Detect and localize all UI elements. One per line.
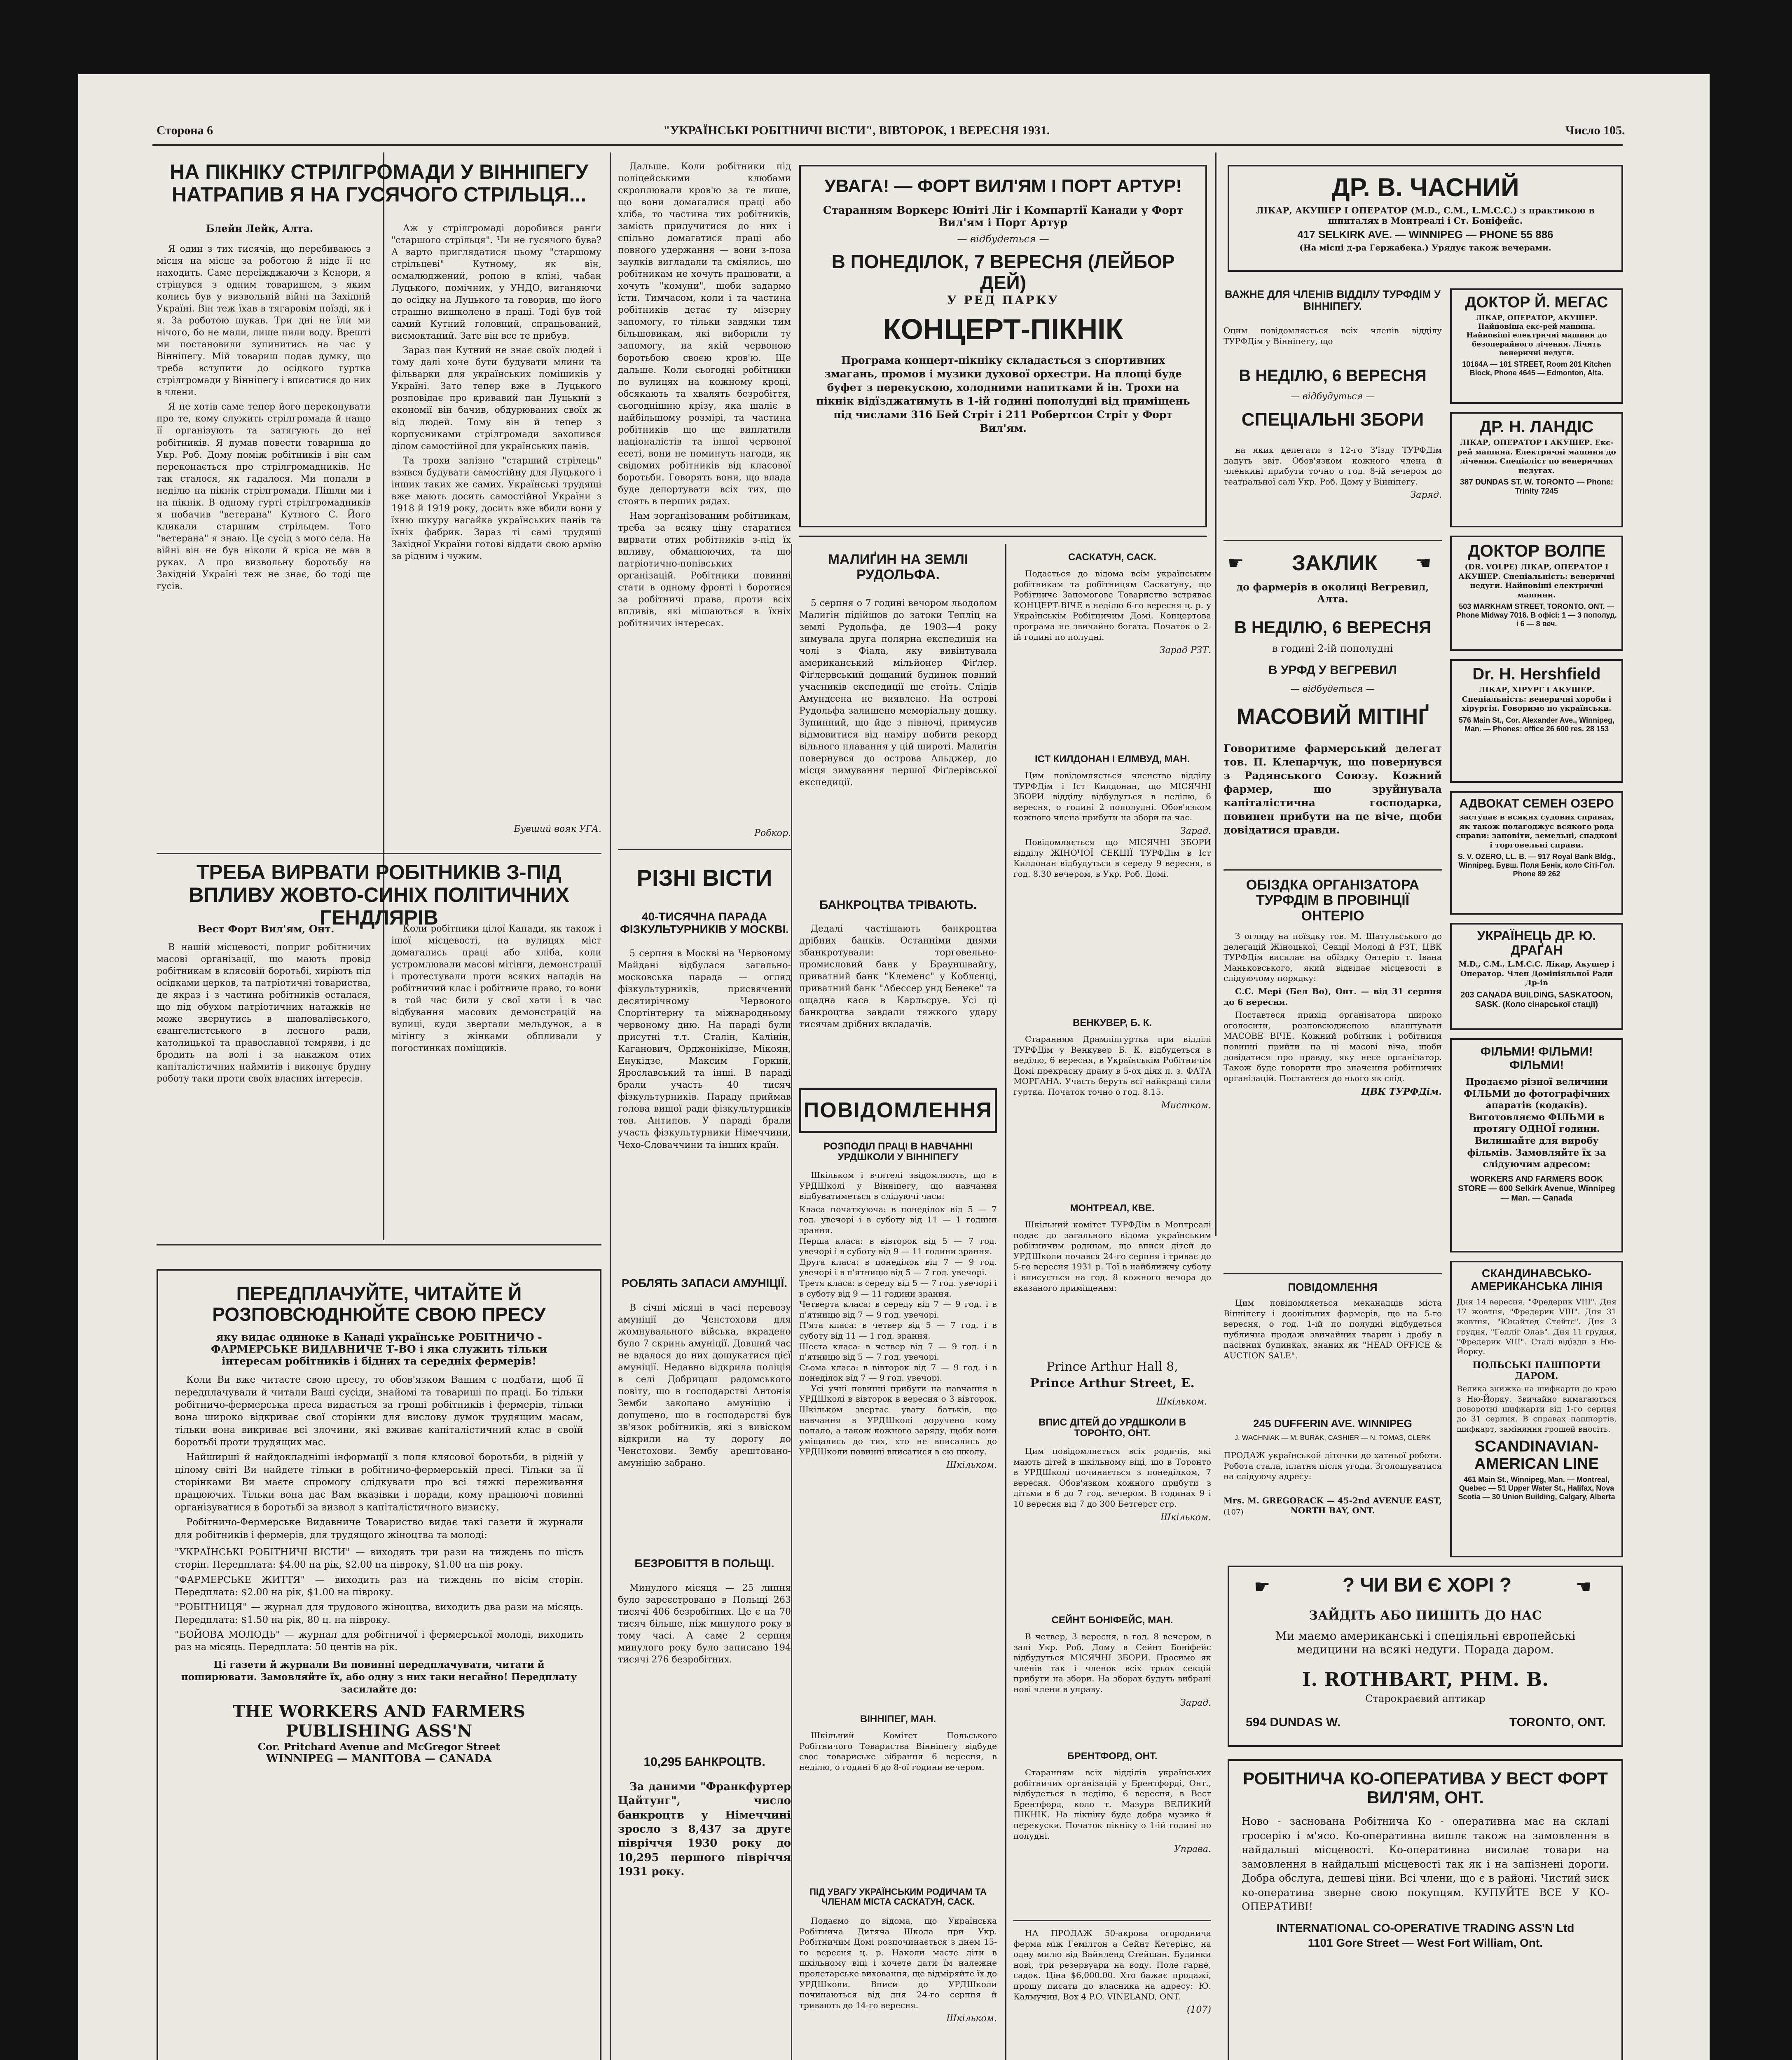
ad-name: ДОКТОР ВОЛПЕ: [1467, 541, 1606, 560]
signature: Заряд.: [1410, 490, 1442, 501]
notice-title: ВІННІПЕГ, МАН.: [860, 1714, 936, 1725]
ad-address: 461 Main St., Winnipeg, Man. — Montreal, Quebec — 51 Upper Water St., Halifax, Nova Scotia — 30 Union Building, Calgary, Alberta: [1458, 1475, 1615, 1501]
paragraph: Старанням Драмліпгуртка при відділі ТУРФДім у Венкувер Б. К. відбудеться в неділю, 6 вересня, в Українськім Робітничім Домі прекрасну драму в 5-ох діях п. з. ФАТА МОРГАНА. Участь беруть всі найкращі сили гуртка. Початок точно о год. 8.15.: [1013, 1034, 1211, 1097]
paragraph: Найширші й найдоклaдніші інформації з поля кляcової боротьби, в рідній у цілому світі Ви найдете тільки в робітничо-фермерській пресі. Тільки за її сторінками Ви маєте спромогу слідкувати про всі тяжкі переживання працюючих. Тільки вона дає Вам вказівки і поради, кому працюючі повинні організуватися в боротьбі за визвол з капіталістичного визиску.: [175, 1452, 583, 1513]
pointing-hand-icon: ☛: [1254, 1576, 1270, 1597]
news-body: [799, 923, 997, 1079]
names-line: J. WACHNIAK — M. BURAK, CASHIER — N. TOMAS, CLERK: [1234, 1434, 1431, 1442]
ad-address: 387 DUNDAS ST. W. TORONTO — Phone: Trinity 7245: [1460, 478, 1613, 496]
ad-address: S. V. OZERO, LL. B. — 917 Royal Bank Bldg., Winnipeg. Бувш. Поля Бенік, коло Сіті-Гол. Phone 89 262: [1457, 852, 1616, 878]
appeal-date: В НЕДІЛЮ, 6 ВЕРЕСНЯ: [1234, 618, 1432, 637]
film-ad: [1450, 1038, 1623, 1252]
shipping-line-ad: [1450, 1261, 1623, 1557]
list-item: Шеста класа: в четвер від 7 — 9 год. і в п'ятницю від 5 — 7 год. увечорі.: [799, 1341, 997, 1362]
lawyer-ad-ozero: [1450, 791, 1623, 915]
appeal-body: Говоритиме фармерський делегат тов. П. Клепарчук, що повернувся з Радянського Союзу. Кожний фармер, що зруйнувала капіталістична господарка, повинен прибути на це віче, щоби довідатися правди.: [1224, 742, 1442, 836]
signature: Шкільком.: [1160, 1512, 1211, 1523]
paragraph: Цим повідомляється членство відділу ТУРФДім і Іст Килдонан, що МІСЯЧНІ ЗБОРИ відділу відбудуться в неділю, 6 вересня, о годині 2 пополудні. Обов'язком кожного члена прибути на збори на час.: [1013, 770, 1211, 823]
appeal-subtitle: до фармерів в околиці Вегревил, Алта.: [1236, 581, 1429, 605]
paragraph: Я не хотів саме тепер його переконувати про те, кому служить стрілгромада й нащо її організують та затягують до неї робітників. Я думав повести товариша до Укр. Роб. Дому поміж робітників і він сам переконається про стрілгромадників. Не так сталося, як гадалося. Ми попали в неділю на пікнік стрілгромади. Пішли ми і на пікнік. В одному гурті стрілгромадників я побачив "ветерана" Кутного С. Його кликали старшим стрільцем. Того "ветерана" я знаю. Це сусід з мого села. На війні він не був ніколи й кріса не мав в руках. А про визвольну боротьбу на Західній Україні теж не знає, бо тоді ще гусів.: [157, 402, 371, 592]
section-rule: [1224, 1273, 1442, 1274]
signature: Бувший вояк УГА.: [514, 824, 601, 834]
notice-title: СЕЙНТ БОНІФЕЙС, МАН.: [1051, 1615, 1173, 1626]
section-title: РІЗНІ ВІСТИ: [636, 865, 772, 891]
list-item: Четверта класа: в середу від 7 — 9 год. і в п'ятницю від 7 — 9 год. увечорі.: [799, 1299, 997, 1320]
pointing-hand-icon: ☚: [1415, 552, 1432, 574]
paragraph: Повідомляється що МІСЯЧНІ ЗБОРИ відділу ЖІНОЧОЇ СЕКЦІЇ ТУРФДім в Іст Килдонан відбудуться в середу 9 вересня, в год. 8.30 вечером, в Укр. Роб. Домі.: [1013, 837, 1211, 879]
doctor-ad-dragan: [1450, 923, 1623, 1030]
ad-address: PUBLISHING ASS'N: [285, 1721, 473, 1741]
list-item: "УКРАЇНСЬКІ РОБІТНИЧІ ВІСТИ" — виходять три рази на тиждень по шість сторін. Передплата: $4.00 на рік, $2.00 на півроку, $1.00 на пів року.: [175, 1547, 583, 1571]
article-title: ТРЕБА ВИРВАТИ РОБІТНИКІВ З-ПІД ВПЛИВУ ЖОВТО-СИНІХ ПОЛІТИЧНИХ ГЕНДЛЯРІВ: [189, 861, 569, 929]
ad-subtitle: яку видає одиноке в Канаді українське РОБІТНИЧО - ФАРМЕРСЬКЕ ВИДАВНИЧЕ Т-ВО і яка служить тільки інтересам робітників і бідних та середніх фермерів!: [211, 1331, 547, 1367]
notice-body: [799, 1916, 997, 2060]
list-item: "ФАРМЕРСЬКЕ ЖИТТЯ" — виходить раз на тиждень по вісім сторін. Передплата: $2.00 на рік, $1.00 на півроку.: [175, 1574, 583, 1598]
ad-text: Ново - заснована Робітнича Ко - оперативна має на складі гросерію і м'ясо. Ко-оперативна вишлє також на замовлення в найдальші місцевості. Ко-оперативна висилає товари на замовлення в найдальші місцевості так як і на запізнені дороги. Добра обслуга, дешеві ціни. Всі члени, що є в районі. Чистий зиск ко-оператива зверне свою покупцям. КУПУЙТЕ ВСЕ У КО-ОПЕРАТИВІ!: [1242, 1815, 1609, 1913]
notice-body: [1013, 1632, 1211, 1747]
ad-body: Ці газети й журнали Ви повинні передплачувати, читати й поширювати. Замовляйте їх, або одну з них таки негайно! Передплату засилайте до:: [181, 1659, 577, 1695]
ad-note: Старокраєвий аптикар: [1365, 1693, 1486, 1704]
picnic-announcement: [799, 165, 1207, 527]
ad-title: ФІЛЬМИ! ФІЛЬМИ! ФІЛЬМИ!: [1480, 1045, 1593, 1072]
paragraph: Шкільний Комітет Польського Робітничого Товариства Вінніпегу відбуде своє товариське зібрання 6 вересня, в неділю, о годині 6 до 8-ої години вечером.: [799, 1730, 997, 1772]
paragraph: С.С. Мері (Бел Во), Онт. — від 31 серпня до 6 вересня.: [1224, 986, 1442, 1007]
list-item: Перша класа: в вівторок від 5 — 7 год. увечорі і в суботу від 9 — 11 години зрання.: [799, 1236, 997, 1257]
paragraph: Минулого місяця — 25 липня було зареєстровано в Польщі 263 тисячі 406 безробітних. Це є на 70 тисяч більше, ніж минулого року в тому часі. А саме 2 серпня минулого року було записано 194 тисячі 276 безробітних.: [618, 1583, 791, 1665]
doctor-ad-hershfield: [1450, 659, 1623, 783]
paragraph: Дедалі частішають банкроцтва дрібних банків. Останніми днями збанкротували: торговельно-промисловий банк у Брауншвайгу, приватний банк "Клеменс" у Коблєнці, приватний банк "Абессер унд Бенеке" та ощадна каса в Карльсруе. Усі ці банкроцтва завдали тяжкого удару тисячам дрібних вкладачів.: [799, 924, 997, 1030]
ad-text: Ми маємо американські і спеціяльні європейські медицини на всякі недуги. Порада даром.: [1275, 1629, 1576, 1656]
list-item: Друга класа: в понеділок від 7 — 9 год. увечорі і в п'ятницю від 5 — 7 год. увечорі.: [799, 1257, 997, 1278]
masthead: "УКРАЇНСЬКІ РОБІТНИЧІ ВІСТИ", ВІВТОРОК, 1 ВЕРЕСНЯ 1931.: [663, 124, 1050, 137]
paragraph: Подаємо до відома, що Українська Робітнича Дитяча Школа при Укр. Робітничим Домі розпочинається з днем 15-го вересня ц. р. Наколи маєте діти в шкільному віці і хочете дати їм належне пролетарське виховання, ще відміряйте їх до УРДШколи. Вписи до УРДШколи починаються від дня 24-го серпня й тривають до 14-го вересня.: [799, 1916, 997, 2010]
notice-body: [1224, 445, 1442, 531]
pharmacy-ad: [1228, 1566, 1623, 1747]
paragraph: 5 серпня о 7 годині вечором льодолом Малигін підійшов до затоки Тепліц на землі Рудольфа, де 1903—4 року зимувала друга полярна експедиція на чолі з Фіала, яку вивінтувала американський мільйонер Фіґлер. Фіґлервський дощаний будинок повний учасників експедиції ще стоїть. Слідів Амундсена не виявлено. На острові Рудольфа залишено меморіальну дошку. Зупинний, що йде з півночі, примусив відмовитися від наміру побити рекорд вільного плавання у цій широті. Малигін повернувся до острова Альджер, до місця зимування першої Фіґлерівської експедиції.: [799, 598, 997, 788]
paragraph: Шкільком і вчителі звідомляють, що в УРДШколі у Вінніпегу, що навчання відбуватиметься в слідуючі часи:: [799, 1170, 997, 1201]
notice-title: ПОВІДОМЛЕННЯ: [1288, 1281, 1378, 1293]
article-title: НА ПІКНІКУ СТРІЛГРОМАДИ У ВІННІПЕГУ НАТРАПИВ Я НА ГУСЯЧОГО СТРІЛЬЦЯ...: [170, 160, 588, 206]
news-body: [618, 1780, 791, 1903]
list-item: Сьома класа: в вівторок від 7 — 9 год. і в понеділок від 7 — 9 год. увечорі.: [799, 1362, 997, 1383]
ad-name: INTERNATIONAL CO-OPERATIVE TRADING ASS'N Ltd: [1276, 1921, 1574, 1934]
ad-text: ЛІКАР, АКУШЕР І ОПЕРАТОР (M.D., C.M., L.M.C.C.) з практикою в шпиталях в Монтреалі і Ст. Боніфейс.: [1256, 205, 1595, 226]
pointing-hand-icon: ☛: [1228, 552, 1244, 574]
column-rule: [610, 152, 611, 2060]
doctor-ad-chasny: [1228, 165, 1623, 272]
header-rule: [152, 144, 1623, 146]
article-body: [157, 941, 371, 1230]
doctor-ad-volpe: [1450, 536, 1623, 651]
column-rule: [383, 152, 384, 1240]
column-rule: [791, 544, 792, 2060]
dateline: Блейн Лейк, Алта.: [206, 222, 313, 234]
paragraph: Коли робітники цілої Канади, як також і ішої місцевості, на вулицях міст домагались праці або хліба, коли устромлювали масові мітінги, демонстрації і протестували проти всяких нападів на робітничий клас і робітниче право, то вони в той час били у свої хати і в час відбування масових демонстрацій на вулиці, куди звертали мельдунок, а в мітінгу з жінками обпливали у погостинках поміщиків.: [391, 924, 601, 1054]
news-title: 40-ТИСЯЧНА ПАРАДА ФІЗКУЛЬТУРНИКІВ У МОСКВІ.: [620, 910, 789, 936]
signature: Шкільком.: [946, 1460, 997, 1471]
paragraph: За даними "Франкфуртер Цайтунг", число банкроцтв у Німеччині зросло з 8,437 за друге півріччя 1930 року до 10,295 першого півріччя 1931 року.: [618, 1781, 791, 1878]
ad-text: ЛІКАР, ХІРУРГ І АКУШЕР. Спеціальність: венеричні хороби і хірургія. Говоримо по українськи.: [1462, 686, 1612, 713]
signature: Зарад.: [1180, 826, 1211, 836]
ad-text: Продаємо різної величини ФІЛЬМИ до фотографічних апаратів (кодаків). Виготовляємо ФІЛЬМИ в протягу ОДНОЇ години. Вилишайте для виробу фільмів. Замовляйте їх за слідуючим адресом:: [1463, 1077, 1610, 1170]
notice-body: [1013, 1767, 1211, 1908]
appeal-header: [1228, 550, 1442, 579]
paragraph: Коли Ви вже читаєте свою пресу, то обов'язком Вашим є подбати, щоб її передплачували й читали Ваші сусіди, знайомі та товариші по праці. Бо тільки робітничо-фермерська преса видається за гроші робітників і фермерів, тільки вона широко відкриває свої сторінки для вислову думок трудящим масам, тільки вона викриває всі злочини, які вживає капіталістичний клас в своїй боротьбі проти трудящих мас.: [175, 1374, 583, 1448]
notice-title: ПІД УВАГУ УКРАЇНСЬКИМ РОДИЧАМ ТА ЧЛЕНАМ МІСТА САСКАТУН, САСК.: [809, 1887, 987, 1907]
notice-body: [1013, 1034, 1211, 1191]
address-line: Prince Arthur Street, E.: [1030, 1376, 1195, 1390]
paragraph: Поставтеся прихід організатора широко оголосити, розповсюдженою влаштувати МАСОВЕ ВІЧЕ. Кожний робітник і робітниця повинні прийти на ці масові віча, щоби довідатися про правду, яку несе організатор. Також буде говорити про значення робітничих організацій. Поставтеся до нього як слід.: [1224, 1010, 1442, 1083]
notice-body: [799, 1170, 997, 1706]
ad-address: 203 CANADA BUILDING, SASKATOON, SASK. (Коло сінарської стації): [1460, 990, 1613, 1009]
article-body: [391, 222, 601, 828]
dateline: Вест Форт Вил'ям, Онт.: [198, 923, 335, 935]
paragraph: Зараз пан Кутний не знає своїх людей і тому далі хоче бути будувати млини та фільварки для українських поміщиків у Україні. Зато тепер вже в Луцького розповідає про кривавий пан Луцький з економії він бачив, обдурюваних своїх ж від людей. Тому він й тепер з корпусниками стрілгромади захопився ділом самостійної для українських панів.: [391, 345, 601, 452]
signature: Зарад.: [1180, 1697, 1211, 1708]
section-title: ПОВІДОМЛЕННЯ: [803, 1098, 993, 1122]
paragraph: Аж у стрілгромаді доробився ранґи "старшого стрільця". Чи не гусячого бува? А варто приглядатися цьому "старшому стрільцеві" Кутному, як він, осмалюджений, ропою в кліні, чабан Луцького, помічник, у УНДО, виганяючи до осідку на Луцького та говорив, що його страшно вишколено в праці. Тоді був той самий Кутний головний, спрацьований, висмоктаний. Зате він все те прибув.: [391, 223, 601, 342]
paragraph: Шкільний комітет ТУРФДім в Монтреалі подає до загального відома українським робітничим родинам, що вписи дітей до УРДШколи почався 24-го серпня і триває до 5-го вересня 1931 р. Тої в найближчу суботу і вписується на год. 8 кожного вечора до вказаного приміщення:: [1013, 1220, 1211, 1293]
appeal-event: МАСОВИЙ МІТІНҐ: [1236, 704, 1429, 729]
paragraph: Цим повідомляється меканадців міста Вінніпегу і доокільних фармерів, що на 5-го вересня, о год. 1-ій по полудні відбудеться публична продаж звичайних тварин і дробу в пасівних будинках, знаних як "HEAD OFFICE & AUCTION SALE".: [1224, 1298, 1442, 1360]
ad-name: ДР. В. ЧАСНИЙ: [1331, 173, 1519, 202]
notice-body: [799, 1730, 997, 1879]
address-line: Mrs. M. GREGORACK — 45-2nd AVENUE EAST, NORTH BAY, ONT.: [1224, 1496, 1442, 1515]
announcement-title: УВАГА! — ФОРТ ВИЛ'ЯМ І ПОРТ АРТУР!: [824, 176, 1182, 196]
ad-name: АДВОКАТ СЕМЕН ОЗЕРО: [1459, 797, 1614, 810]
address-line: Prince Arthur Hall 8,: [1046, 1360, 1178, 1374]
paragraph: 5 серпня в Москві на Червоному Майдані відбулася загально-московська парада — огляд фізкультурників, присвячений десятирічному Червоного Спортінтерну та міжнародньому червоному дню. На параді були присутні т.т. Сталін, Калінін, Каганович, Орджонікідзе, Мікоян, Енукідзе, Максим Горкий, Ярославський та інші. В параді брали участь 40 тисяч фізкультурників. Параду приймав голова вищої ради фізкультурників тов. Антипов. У параді брали участь фізкультурники Німеччини, Чехо-Словаччини та інших країн.: [618, 948, 791, 1150]
signature: Робкор.: [754, 828, 791, 838]
ad-name: ДОКТОР Й. МЕГАС: [1465, 294, 1608, 311]
pointing-hand-icon: ☚: [1575, 1576, 1592, 1597]
news-title: 10,295 БАНКРОЦТВ.: [643, 1755, 765, 1769]
ad-address: WORKERS AND FARMERS BOOK STORE — 600 Selkirk Avenue, Winnipeg — Man. — Canada: [1458, 1174, 1615, 1203]
notice-body: [1013, 770, 1211, 1001]
ad-address: WINNIPEG — MANITOBA — CANADA: [266, 1752, 492, 1765]
ad-name: SCANDINAVIAN-AMERICAN LINE: [1474, 1438, 1599, 1472]
signature: Шкільком.: [1156, 1397, 1207, 1407]
ad-title: ? ЧИ ВИ Є ХОРІ ?: [1342, 1574, 1512, 1596]
ad-text: Велика знижка на шифкарти до краю з Ню-Йорку. Звичайно вимагаються поворотні шифкарти від 1-го серпня до 31 серпня. В справах пашпортів, шифкарт, заміняння грошей вносіть.: [1457, 1384, 1617, 1434]
news-title: МАЛИҐИН НА ЗЕМЛІ РУДОЛЬФА.: [828, 552, 969, 583]
signature: Шкільком.: [946, 2013, 997, 2024]
ad-highlight: ПОЛЬСЬКІ ПАШПОРТИ ДАРОМ.: [1472, 1360, 1601, 1382]
section-rule: [157, 1244, 601, 1245]
section-rule: [1013, 1920, 1211, 1921]
news-title: БЕЗРОБІТТЯ В ПОЛЬЩІ.: [634, 1557, 774, 1570]
signature: Мистком.: [1161, 1100, 1211, 1111]
notice-body: ПРОДАЖ українськой діточки до хатньої роботи. Робота стала, платня після угоди. Зголошуватися на слідуючу адресу:: [1224, 1450, 1442, 1482]
ad-text: заступає в всяких судових справах, як також полагоджує всякого рода справи: заповіти, земельні, спадкові і торговельні справи.: [1456, 813, 1617, 850]
address-line: 245 DUFFERIN AVE. WINNIPEG: [1253, 1417, 1412, 1430]
notice-body: [1013, 569, 1211, 737]
appeal-note: — відбудеться —: [1290, 684, 1375, 694]
ad-title: СКАНДИНАВСЬКО-АМЕРИКАНСЬКА ЛІНІЯ: [1471, 1267, 1603, 1292]
paragraph: В січні місяці в часі перевозу амуніції до Ченстохови для жомнувального війська, вкрадено було 7 скринь амуніції. Довший час не вдалося до них дошукатися цієї амуніції. Недавно відкрила поліція в селі Добрицаш радомського повіту, що в господарстві Антонія Земби закопано амуніцію і допущено, що в господарстві був зв'язок робітників, які з вивіском відкрили на ту дорогу до Ченстохови. Зембу арештовано-амуніцію забрано.: [618, 1303, 791, 1469]
list-item: "БОЙОВА МОЛОДЬ" — журнал для робітничої і фермерської молоді, виходить раз на місяць. Передплата: 50 центів на рік.: [175, 1629, 583, 1653]
page-label: Сторона 6: [157, 124, 213, 137]
ad-name: Dr. H. Hershfield: [1472, 665, 1601, 683]
paragraph: Нам зорганізованим робітникам, треба за всяку ціну старатися вирвати отих робітників з-під їх впливу, обманюючих, та що патріотично-попівських організацій. Робітники повинні стати в одному фронті і боротися за робітничі права, проти всіх впливів, які мішаються в їхніх робітничих інтересах.: [618, 510, 791, 629]
ad-address: 1101 Gore Street — West Fort William, Ont.: [1308, 1936, 1543, 1949]
paragraph: В четвер, 3 вересня, в год. 8 вечером, в залі Укр. Роб. Дому в Сейнт Боніфейс відбудуться МІСЯЧНІ ЗБОРИ. Просимо як членів так і членок всіх трьох секцій прибути на збори. На зборах будуть вибрані нові члени в управу.: [1013, 1632, 1211, 1694]
ad-address: 10164A — 101 STREET, Room 201 Kitchen Block, Phone 4645 — Edmonton, Alta.: [1462, 360, 1611, 377]
ad-address: Cor. Pritchard Avenue and McGregor Street: [257, 1740, 501, 1753]
ad-address: THE WORKERS AND FARMERS: [233, 1702, 525, 1721]
paragraph: Цим повідомляється всіх родичів, які мають дітей в шкільному віці, що в Торонто в УРДШколі починається з понеділком, 7 вересня. Обов'язком кожного прибути з дітьми в 6 до 7 год. вечером. В годинах 9 і 10 вересня від 7 до 300 Бетгерст стр.: [1013, 1446, 1211, 1509]
notice-body: [1013, 1220, 1211, 1355]
ad-title: ПЕРЕДПЛАЧУЙТЕ, ЧИТАЙТЕ Й РОЗПОВСЮДНЮЙТЕ СВОЮ ПРЕСУ: [212, 1283, 546, 1325]
news-body: [618, 948, 791, 1261]
notice-title: ОБІЗДКА ОРГАНІЗАТОРА ТУРФДІМ В ПРОВІНЦІЇ ОНТЕРІО: [1246, 877, 1420, 924]
signature: ЦВК ТУРФДім.: [1361, 1086, 1442, 1098]
appeal-title: ЗАКЛИК: [1292, 551, 1378, 575]
notice-body: [1013, 1446, 1211, 1607]
announcement-event: КОНЦЕРТ-ПІКНІК: [883, 313, 1123, 345]
article-body: [618, 161, 791, 820]
news-body: [618, 1582, 791, 1739]
ad-text: Дня 14 вересня, "Фредерик VIII". Дня 17 жовтня, "Фредерик VIII". Дня 31 жовтня, "Юнайтед Стейтс". Дня 3 грудня, "Гелліг Олав". Дня 11 грудня, "Фредерик VIII". Сталі відїзди з Ню-Йорку.: [1457, 1297, 1617, 1357]
ad-address: 594 DUNDAS W.: [1246, 1716, 1341, 1729]
paragraph: Та трохи запізно "старший стрілець" взявся будувати самостійну для Луцького і інших таких же самих. Українські трудящі вже мають досить самостійної України з 1918 й 1919 року, досить вже вбили вони у їхню шкуру нагайка українських панів та їхніх фабрик. Зараз ті самі трудящі Західної України готові віддати свою армію за рідним і чужим.: [391, 455, 601, 562]
notice-note: — відбудуться —: [1290, 391, 1375, 402]
column-rule: [1005, 544, 1006, 2060]
signature: Управа.: [1174, 1844, 1211, 1855]
ad-name: I. ROTHBART, PHM. B.: [1302, 1668, 1549, 1690]
appeal-time: в годині 2-ій пополудні: [1272, 643, 1393, 654]
ad-note: (На місці д-ра Гержабека.) Урядує також вечерами.: [1299, 243, 1551, 253]
section-rule: [1224, 540, 1442, 541]
ad-tag: (107): [1224, 1508, 1244, 1517]
ad-title: РОБІТНИЧА КО-ОПЕРАТИВА У ВЕСТ ФОРТ ВИЛ'ЯМ, ОНТ.: [1243, 1769, 1608, 1807]
doctor-ad-megas: [1450, 288, 1623, 404]
paragraph: НА ПРОДАЖ 50-акрова огороднича ферма між Гемілтон а Сейнт Кетерінс, на одну милю від Вайнленд Стейшан. Будинки нові, три резервуари на воду. Поле гарне, садок. Ціна $6,000.00. Хто бажає продажі, прошу писати до власника на адресу: Ю. Калмучин, Box 4 P.O. VINELAND, ONT.: [1013, 1928, 1211, 2001]
announcement-organizer: Старанням Воркерс Юніті Ліг і Компартії Канади у Форт Вил'ям і Порт Артур: [823, 204, 1184, 229]
ad-address: 503 MARKHAM STREET, TORONTO, ONT. — Phone Midway 7016. В офісі: 1 — 3 пополуд. і 6 — 8 веч.: [1456, 602, 1617, 628]
news-body: [799, 597, 997, 882]
notice-body: Оцим повідомляється всіх членів відділу ТУРФДім у Вінніпегу, що: [1224, 325, 1442, 346]
news-body: [618, 1302, 791, 1533]
news-title: БАНКРОЦТВА ТРІВАЮТЬ.: [819, 898, 977, 912]
ad-subtitle: ЗАЙДІТЬ АБО ПИШІТЬ ДО НАС: [1309, 1608, 1542, 1623]
ad-text: ЛІКАР, ОПЕРАТОР, АКУШЕР. Найновіша екс-рей машина. Найновіші електричні машини до безоперайного лічення. Лічить венеричні недуги.: [1466, 314, 1607, 357]
paragraph: на яких делегати з 12-го З'їзду ТУРФДім дадуть звіт. Обов'язком кожного члена й членкині прибути точно о год. 8-ій вечером до театральної салі Укр. Роб. Дому у Вінніпегу.: [1224, 445, 1442, 487]
ad-body: [175, 1374, 583, 1544]
article-body: [391, 923, 601, 1228]
column-rule: [1215, 152, 1217, 1236]
notice-title: ВПИС ДІТЕЙ ДО УРДШКОЛИ В ТОРОНТО, ОНТ.: [1038, 1417, 1186, 1439]
paragraph: Усі учні повинні прибути на навчання в УРДШколі в вівторок в вересня о 3 вівторок. Шкільком звертає увагу батьків, що навчання в УРДШколі доручено кому попало, а також кожного заряду, щоби вони уміщались до тих, хто не вписались до УРДШколи повинні вписатися в сю школу.: [799, 1383, 997, 1457]
ad-header: [1242, 1575, 1612, 1604]
ad-text: (DR. VOLPE) ЛІКАР, ОПЕРАТОР І АКУШЕР. Спеціальність: венеричні недуги. Найновіші електричні машини.: [1458, 563, 1615, 599]
ad-address: TORONTO, ONT.: [1509, 1716, 1606, 1729]
publisher-ad: [157, 1269, 601, 2060]
section-rule: [799, 536, 1207, 537]
signature: Зарад РЗТ.: [1159, 645, 1211, 656]
section-rule: [1224, 869, 1442, 871]
paragraph: Подається до відома всім українським робітникам та робітницям Саскатуну, що Робітниче Запомогове Товариство встряває КОНЦЕРТ-ВІЧЕ в неділю 6-го вересня ц. р. у Українськім Робітничим Домі. Концертова програма не звичайно богата. Початок о 2-ій годині по полудні.: [1013, 569, 1211, 642]
paragraph: В нашій місцевості, поприг робітничих масові організації, що мають провід робітникам в кляcовій боротьбі, хиріють під осідками церков, та патріотичні товариства, де якраз і з частина робітників осталася, що під обухом патріотичних натажків не може звернутись в шаповалівського, євангелистського в лесного ради, католицької та православної темряви, і де бродить на волі і за накажом отих капіталістичних наймитів і виконує бруднy роботу таки проти своїх власних інтересів.: [157, 942, 371, 1084]
notice-title: МОНТРЕАЛ, КВЕ.: [1070, 1203, 1155, 1214]
article-body: [157, 243, 371, 861]
notice-body: [1224, 931, 1442, 1248]
announcement-place: У РЕД ПАРКУ: [947, 293, 1059, 307]
paragraph: Дальше. Коли робітники під поліцейськими клюбами скроплювали кров'ю за те лише, що вони домагалися праці або хліба, то частина тих робітників, замість прилучитися до них і спільно домагатися праці або повного удержання — вони з-поза заулків вигладали та сміялись, що робітникам не хочуть працювати, а хочуть "комуни", щоби задармо їсти. Тимчасом, коли і та частина робітників детає ту мізерну запомогу, то тільки завдяки тим більшовикам, які виборили ту запомогу, на якій червоною боротьбою своєю кров'ю. Ще дальше. Коли сьогодні робітники по вулицях на кожному кроці, обсякають та хвалять безробіття, сьогоднішню крізу, яка шаліє в найбільшому розмірі, та частина робітників що ще виплатили націоналістів та іншої червоної есеті, вони не поминуть нагоди, як свідомих робітників від класової боротьби. Говорять вони, що влада буде депортувати всіх тих, що стоять в перших рядах.: [618, 162, 791, 507]
list-item: "РОБІТНИЦЯ" — журнал для трудового жіноцтва, виходить два рази на місяць. Передплата: $1.50 на рік, 80 ц. на півроку.: [175, 1602, 583, 1625]
ad-tag: (107): [1186, 2005, 1211, 2016]
paragraph: З огляду на поїздку тов. М. Шатульського до делегацій Жіноцької, Секції Молоді й РЗТ, ЦВК ТУРФДім висилає на обїздку Онтеріо т. Івана Маньковського, який відвідає місцевості в слідуючому порядку:: [1224, 931, 1442, 983]
notice-date: В НЕДІЛЮ, 6 ВЕРЕСНЯ: [1239, 367, 1427, 385]
section-banner: [799, 1088, 997, 1133]
notice-title: БРЕНТФОРД, ОНТ.: [1067, 1751, 1158, 1762]
ad-address: 576 Main St., Cor. Alexander Ave., Winnipeg, Man. — Phones: office 26 600 res. 28 153: [1459, 716, 1614, 733]
notice-title: ВАЖНЕ ДЛЯ ЧЛЕНІВ ВІДДІЛУ ТУРФДІМ У ВІННІПЕГУ.: [1224, 288, 1441, 312]
cooperative-ad: [1228, 1759, 1623, 2060]
doctor-ad-landis: [1450, 412, 1623, 527]
ad-text: M.D., C.M., L.M.C.C. Лікар, Акушер і Оператор. Член Домініяльної Ради Др-ів: [1458, 960, 1615, 988]
classified-ad: [1013, 1928, 1211, 2060]
ad-address: 417 SELKIRK AVE. — WINNIPEG — PHONE 55 886: [1297, 228, 1553, 241]
news-title: РОБЛЯТЬ ЗАПАСИ АМУНІЦІЇ.: [621, 1277, 788, 1290]
list-item: П'ята класа: в четвер від 5 — 7 год. і в суботу від 11 — 1 год. зрання.: [799, 1320, 997, 1341]
notice-title: РОЗПОДІЛ ПРАЦІ В НАВЧАННІ УРДШКОЛИ У ВІННІПЕГУ: [823, 1141, 973, 1163]
section-rule: [157, 853, 601, 854]
announcement-note: — відбудеться —: [957, 233, 1049, 245]
notice-body: [1224, 1298, 1442, 1413]
paragraph: Старанням всіх відділів українських робітничих організацій у Брентфорді, Онт., відбудеться в неділю, 6 вересня, в Вест Брентфорд, коло т. Мазура ВЕЛИКИЙ ПІКНІК. На пікніку буде добра музика й перекуски. Початок пікніку о 1-ій годині по полудні.: [1013, 1767, 1211, 1841]
ad-text: ЛІКАР, ОПЕРАТОР І АКУШЕР. Екс-рей машина. Електричні машини до лічення. Спеціаліст по венеричних недугах.: [1457, 438, 1616, 475]
list-item: Класа початкуюча: в понеділок від 5 — 7 год. увечорі і в суботу від 11 — 1 години зрання.: [799, 1204, 997, 1235]
announcement-body: Програма концерт-пікніку складається з спортивних змагань, промов і музики духової орхестри. На площі буде буфет з перекускою, холодними напитками й ін. Трохи на пікнік відїзджатимуть в 1-ій годині пополудні від приміщень під числами 316 Бей Стріт і 211 Робертсон Стріт у Форт Вил'ям.: [816, 354, 1190, 434]
paragraph: Робітничо-Фермерське Видавниче Товариство видає такі газети й журнали для робітників і фермерів, для трудящого жіноцтва та молоді:: [175, 1517, 583, 1540]
issue-number: Число 105.: [1565, 124, 1625, 137]
announcement-date: В ПОНЕДІЛОК, 7 ВЕРЕСНЯ (ЛЕЙБОР ДЕЙ): [831, 251, 1175, 293]
paragraph: Я один з тих тисячів, що перебиваюсь з місця на місце за роботою й ніде її не находить. Саме переїжджаючи з Кенори, я стрінувся з одним товаришем, з яким колись був у визвольній війні на Західній Україні. Він теж їхав в тягаровім поїзді, як і я. За роботою шукав. Три дні не їли ми нічого, бо не мали, лише пили воду. Врешті ми постановили зупинитись на час у Вінніпегу. Мій товариш подав думку, що треба вступити до осідкого гуртка стрілгромади у Вінніпегу і вписатися до них в члени.: [157, 244, 371, 398]
ad-name: УКРАЇНЕЦЬ ДР. Ю. ДРАҐАН: [1477, 928, 1596, 958]
appeal-place: В УРФД У ВЕГРЕВИЛ: [1268, 663, 1397, 677]
ad-name: ДР. Н. ЛАНДІС: [1479, 418, 1594, 436]
notice-title: ІСТ КИЛДОНАН І ЕЛМВУД, МАН.: [1035, 754, 1190, 765]
list-item: Третя класа: в середу від 5 — 7 год. увечорі і в суботу від 9 — 11 години зрання.: [799, 1278, 997, 1299]
notice-title: ВЕНКУВЕР, Б. К.: [1072, 1017, 1152, 1028]
notice-title: САСКАТУН, САСК.: [1068, 552, 1156, 563]
notice-event: СПЕЦІАЛЬНІ ЗБОРИ: [1241, 410, 1424, 430]
section-rule: [618, 849, 791, 850]
